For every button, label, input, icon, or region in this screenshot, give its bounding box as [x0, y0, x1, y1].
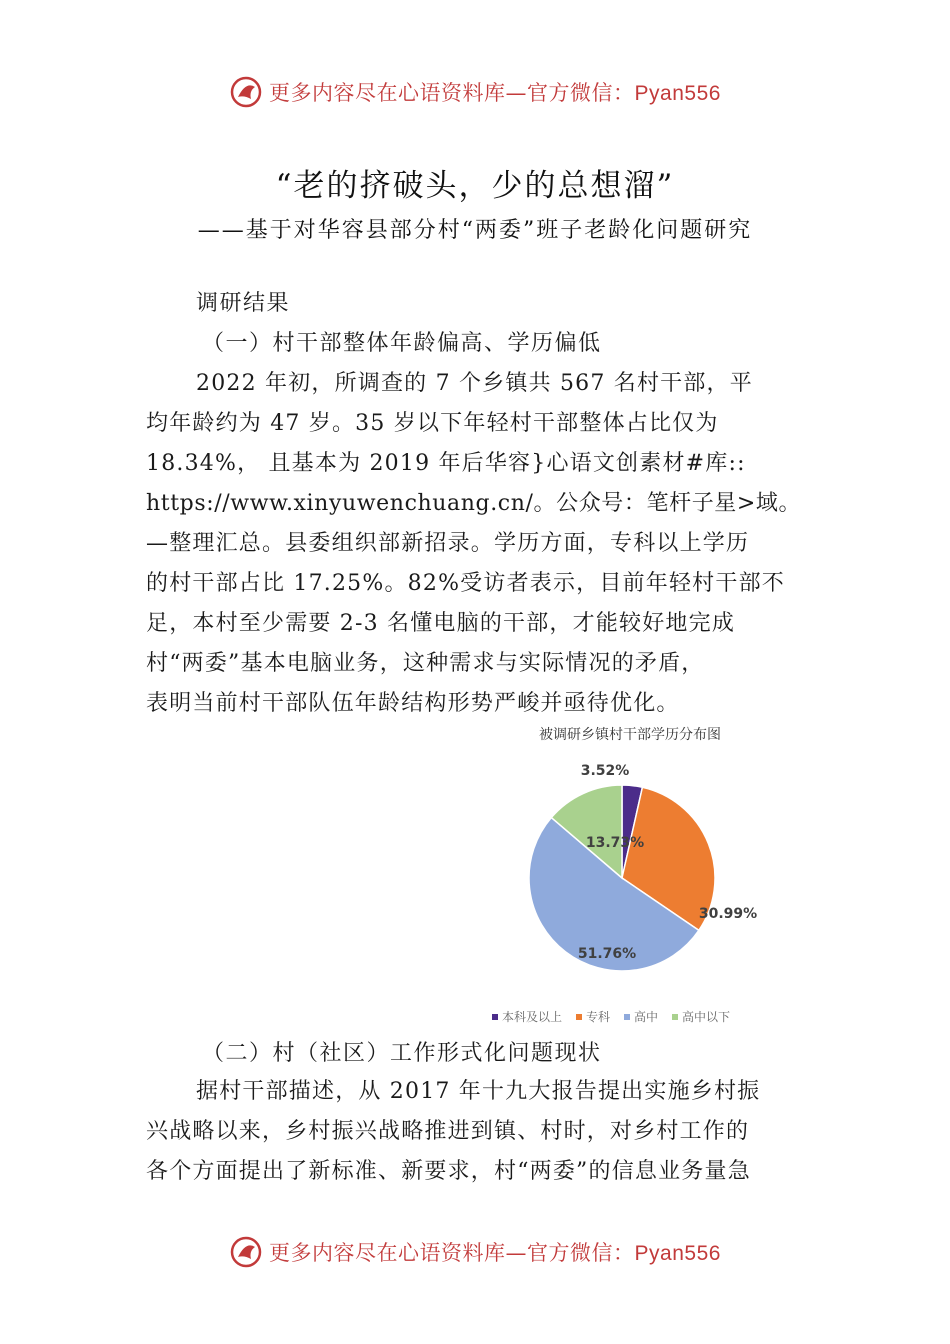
paragraph-line: 村“两委”基本电脑业务，这种需求与实际情况的矛盾，	[146, 651, 705, 676]
slice-label: 51.76%	[577, 946, 637, 962]
legend-label: 高中	[634, 1010, 659, 1024]
section1-heading: （一）村干部整体年龄偏高、学历偏低	[202, 331, 602, 356]
document-subtitle: ——基于对华容县部分村“两委”班子老龄化问题研究	[197, 218, 753, 243]
legend-label: 高中以下	[682, 1010, 731, 1024]
section2-heading: （二）村（社区）工作形式化问题现状	[202, 1041, 602, 1066]
paragraph-line: 足，本村至少需要 2-3 名懂电脑的干部，才能较好地完成	[146, 611, 736, 636]
education-pie-chart	[470, 718, 790, 1038]
paragraph-line: 均年龄约为 47 岁。35 岁以下年轻村干部整体占比仅为	[146, 411, 719, 436]
paragraph-line: 18.34%， 且基本为 2019 年后华容}心语文创素材#库::	[146, 451, 746, 476]
legend-swatch	[492, 1014, 498, 1020]
watermark-banner-bottom	[0, 1230, 950, 1274]
document-title: “老的挤破头，少的总想溜”	[275, 168, 675, 204]
logo-icon	[229, 75, 263, 109]
watermark-text: 更多内容尽在心语资料库—官方微信：Pyan556	[269, 1241, 721, 1265]
legend-swatch	[672, 1014, 678, 1020]
slice-label: 13.73%	[585, 835, 645, 851]
paragraph-line: 兴战略以来，乡村振兴战略推进到镇、村时，对乡村工作的	[146, 1119, 750, 1144]
watermark-banner-top	[0, 70, 950, 114]
watermark-text: 更多内容尽在心语资料库—官方微信：Pyan556	[269, 81, 721, 105]
chart-title: 被调研乡镇村干部学历分布图	[539, 727, 721, 743]
legend-swatch	[576, 1014, 582, 1020]
legend-swatch	[624, 1014, 630, 1020]
paragraph-line: —整理汇总。县委组织部新招录。学历方面，专科以上学历	[146, 531, 750, 556]
legend-label: 专科	[586, 1010, 611, 1024]
pie-svg	[470, 718, 790, 1038]
slice-label: 3.52%	[580, 763, 630, 779]
section-label: 调研结果	[196, 291, 291, 316]
paragraph-line: 的村干部占比 17.25%。82%受访者表示，目前年轻村干部不	[146, 571, 785, 596]
paragraph-line: 据村干部描述，从 2017 年十九大报告提出实施乡村振	[196, 1079, 761, 1104]
legend-label: 本科及以上	[502, 1010, 563, 1024]
paragraph-line: 2022 年初，所调查的 7 个乡镇共 567 名村干部，平	[196, 371, 753, 396]
paragraph-line: https://www.xinyuwenchuang.cn/。公众号：笔杆子星>域。	[146, 491, 802, 516]
paragraph-line: 表明当前村干部队伍年龄结构形势严峻并亟待优化。	[146, 691, 680, 716]
slice-label: 30.99%	[698, 906, 758, 922]
logo-icon	[229, 1235, 263, 1269]
paragraph-line: 各个方面提出了新标准、新要求，村“两委”的信息业务量急	[146, 1159, 751, 1184]
